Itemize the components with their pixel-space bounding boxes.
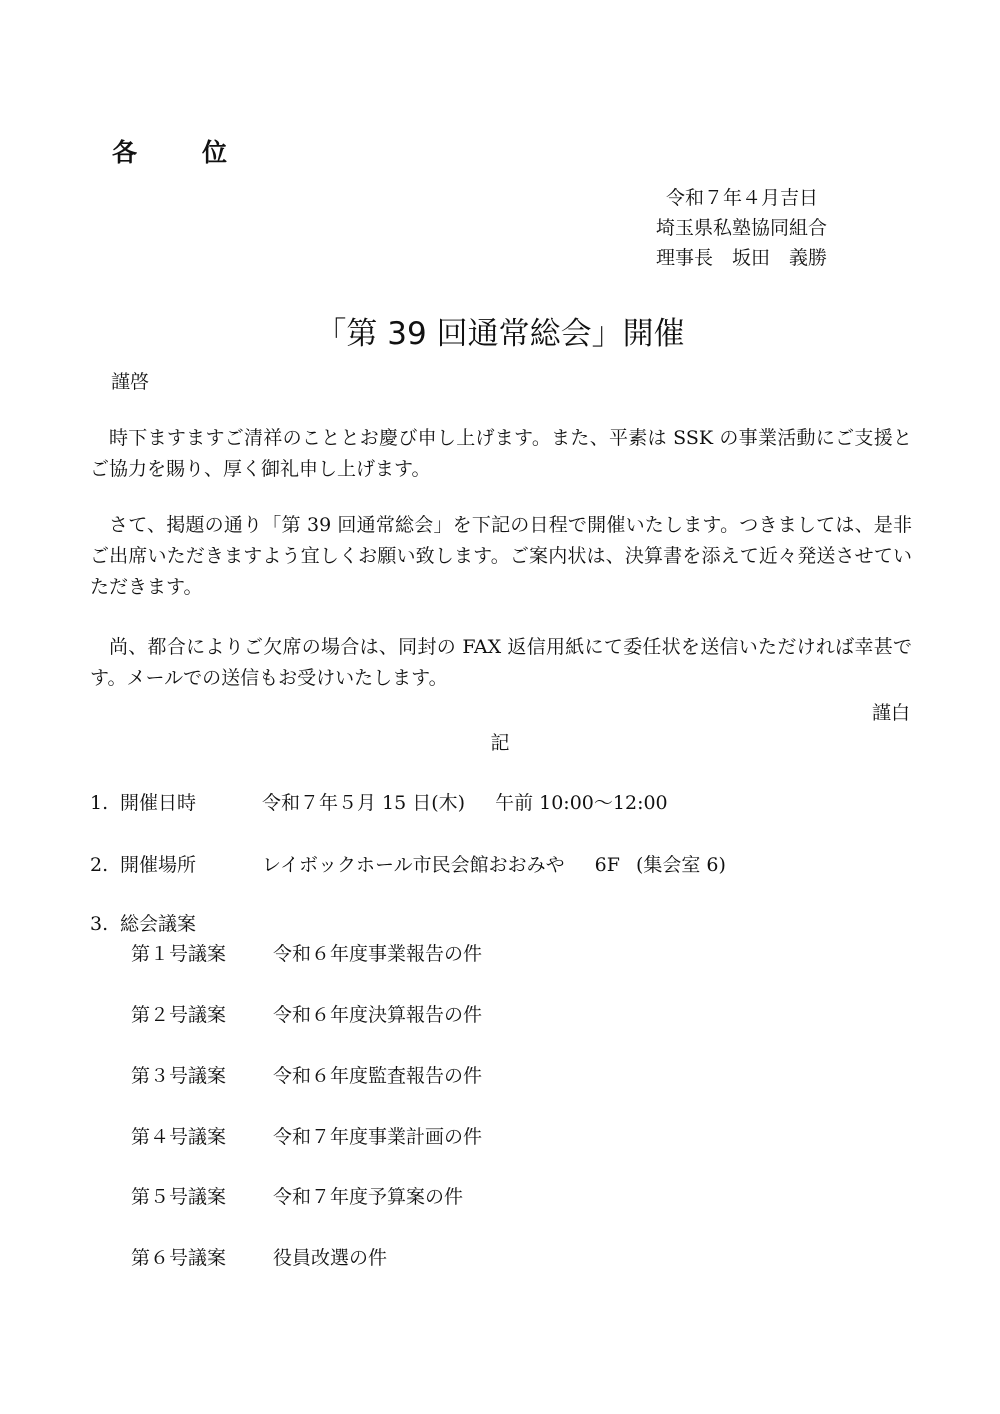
meeting-day: 令和７年５月 15 日(木) <box>262 792 466 814</box>
document-title: 「第 39 回通常総会」開催 <box>315 316 685 352</box>
item-date-time <box>90 788 668 815</box>
recipient-heading: 各 位 <box>112 138 248 167</box>
agenda-motion <box>131 1000 482 1027</box>
motion-text: 令和７年度予算案の件 <box>273 1186 464 1208</box>
motion-number: 第１号議案 <box>131 943 227 965</box>
venue-name: レイボックホール市民会館おおみや <box>262 854 565 876</box>
body-paragraph-greeting: 時下ますますご清祥のこととお慶び申し上げます。また、平素は SSK の事業活動にご支援とご協力を賜り、厚く御礼申し上げます。 <box>90 427 912 480</box>
sender-organization: 埼玉県私塾協同組合 <box>656 217 828 239</box>
item-label: 開催場所 <box>120 854 197 876</box>
motion-text: 令和６年度事業報告の件 <box>273 943 483 965</box>
venue-room: (集会室 6) <box>635 854 726 876</box>
closing-salutation: 謹白 <box>871 702 910 724</box>
item-label: 開催日時 <box>120 792 197 814</box>
item-label: 総会議案 <box>120 913 197 935</box>
motion-number: 第２号議案 <box>131 1004 227 1026</box>
body-paragraph-announcement: さて、掲題の通り「第 39 回通常総会」を下記の日程で開催いたします。つきましては、是非ご出席いただきますよう宜しくお願い致します。ご案内状は、決算書を添えて近々発送させていただきます。 <box>90 514 912 598</box>
item-venue <box>90 850 726 877</box>
item-agenda <box>90 909 196 936</box>
motion-number: 第６号議案 <box>131 1247 227 1269</box>
agenda-motion <box>131 1243 387 1270</box>
item-number: 2. <box>90 854 109 876</box>
motion-number: 第５号議案 <box>131 1186 227 1208</box>
sender-representative: 理事長 坂田 義勝 <box>656 247 828 269</box>
item-number: 1. <box>90 792 109 814</box>
item-number: 3. <box>90 913 109 935</box>
venue-floor: 6F <box>594 854 620 876</box>
ki-heading: 記 <box>490 732 510 754</box>
opening-salutation: 謹啓 <box>111 371 150 393</box>
motion-number: 第４号議案 <box>131 1126 227 1148</box>
agenda-motion <box>131 1122 482 1149</box>
issue-date: 令和７年４月吉日 <box>666 187 819 209</box>
agenda-motion <box>131 939 482 966</box>
motion-text: 令和６年度決算報告の件 <box>273 1004 483 1026</box>
meeting-time: 午前 10:00～12:00 <box>495 792 668 814</box>
motion-text: 令和７年度事業計画の件 <box>273 1126 483 1148</box>
motion-text: 令和６年度監査報告の件 <box>273 1065 483 1087</box>
body-paragraph-absence: 尚、都合によりご欠席の場合は、同封の FAX 返信用紙にて委任状を送信いただければ幸甚です。メールでの送信もお受けいたします。 <box>90 636 912 689</box>
agenda-motion <box>131 1182 463 1209</box>
sender-block <box>656 183 916 273</box>
motion-text: 役員改選の件 <box>273 1247 388 1269</box>
motion-number: 第３号議案 <box>131 1065 227 1087</box>
agenda-motion <box>131 1061 482 1088</box>
